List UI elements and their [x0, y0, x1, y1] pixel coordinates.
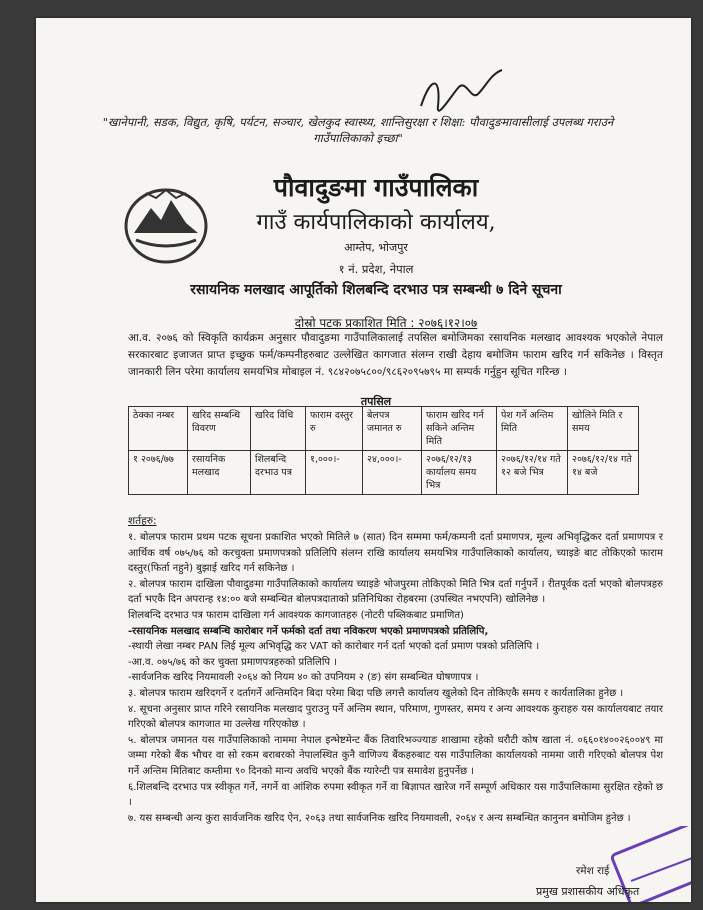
condition-item: ६.शिलबन्दि दरभाउ पत्र स्वीकृत गर्ने, नगर्ने वा आंशिक रुपमा स्वीकृत गर्ने वा बिज्ञापत खारेज गर्ने सम्पूर्ण अधिकार यस गाउँपालिकामा सुरक्षित रहेको छ । — [128, 781, 663, 809]
condition-item: १. बोलपत्र फाराम प्रथम पटक सूचना प्रकाशित भएको मितिले ७ (सात) दिन सम्ममा फर्म/कम्पनी दर्ता प्रमाणपत्र, मूल्य अभिवृद्धिकर दर्ता प्रमाणपत्र र आर्थिक वर्ष ०७५/७६ को करचुक्ता प्रमाणपत्रको प्रतिलिपि संलग्न राखि कार्यालय समयभित्र गाउँपालिकाको कार्यालय, च्याइङे बाट तोकिएको फाराम दस्तुर(फिर्ता नहुने) बुझाई खरिद गर्न सकिनेछ । — [128, 532, 663, 575]
condition-item: -सार्वजनिक खरिद नियमावली २०६४ को नियम ४० को उपनियम २ (ङ) संग सम्बन्धित घोषणापत्र । — [128, 672, 479, 684]
municipality-name: पौवादुङमा गाउँपालिका — [273, 173, 479, 202]
province-line: १ नं. प्रदेश, नेपाल — [338, 262, 414, 276]
condition-item: -आ.व. ०७५/७६ को कर चुक्ता प्रमाणपत्रहरुको प्रतिलिपि । — [128, 656, 338, 668]
office-name: गाउँ कार्यपालिकाको कार्यालय, — [256, 210, 496, 235]
table-header-cell: खरिद सम्बन्धि विवरण — [188, 407, 251, 451]
condition-item: २. बोलपत्र फाराम दाखिला पौवादुङमा गाउँपालिकाको कार्यालय च्याइङे भोजपुरमा तोकिएको मिति भित्र दर्ता गर्नुपर्ने । रीतपूर्वक दर्ता भएको बोलपत्रहरु दर्ता भएकै दिन अपरान्ह १४:०० बजे सम्बन्धित बोलपत्रदाताको प्रतिनिधिका रोहबरमा (उपस्थित नभएपनि) खोलिनेछ । — [128, 578, 663, 606]
condition-item: शिलबन्दि दरभाउ पत्र फाराम दाखिला गर्न आवश्यक कागजातहरु (नोटरी पब्लिकबाट प्रमाणित) — [128, 609, 464, 621]
table-header-cell: फाराम दस्तुर रु — [306, 407, 363, 451]
signatory-name: रमेश राई — [576, 865, 610, 877]
table-cell: २०७६/१२/१४ गते १४ बजे — [568, 451, 639, 495]
table-header-cell: पेश गर्ने अन्तिम मिति — [497, 407, 568, 451]
table-cell: रसायनिक मलखाद — [188, 451, 251, 495]
office-location: आम्तेप, भोजपुर — [344, 241, 408, 254]
conditions-list — [128, 530, 663, 826]
table-row — [129, 451, 639, 495]
table-header-cell: ठेक्का नम्बर — [129, 407, 188, 451]
document-page — [36, 18, 691, 902]
condition-item: ४. सूचना अनुसार प्राप्त गरिने रसायनिक मलखाद पुराउनु पर्ने अन्तिम स्थान, परिमाण, गुणस्तर, समय र अन्य आवश्यक कुराहरु यस कार्यालयबाट तयार गरिएको बोलपत्र कागजात मा उल्लेख गरिएकोछ । — [128, 703, 663, 731]
table-header-row — [129, 407, 639, 451]
table-header-cell: फाराम खरिद गर्न सकिने अन्तिम मिति — [422, 407, 497, 451]
tender-table — [128, 406, 639, 495]
table-caption: तपसिल — [360, 395, 392, 408]
table-cell: २०७६/१२/१४ गते १२ बजे भित्र — [497, 451, 568, 495]
slogan: "खानेपानी, सडक, विद्युत, कृषि, पर्यटन, सञ्चार, खेलकुद स्वास्थ्य, शान्तिसुरक्षा र शिक्षा: पौवादुङमावासीलाई उपलब्ध गराउने गाउँपालिकाको इच्छा" — [102, 115, 614, 145]
condition-item: ३. बोलपत्र फाराम खरिदगर्ने र दर्तागर्ने अन्तिमदिन बिदा परेमा बिदा पछि लगत्तै कार्यालय खुलेको दिन तोकिएकै समय र कार्यतालिका हुनेछ । — [128, 687, 624, 699]
nepal-emblem-logo — [116, 178, 216, 268]
conditions-heading: शर्तहरु: — [128, 515, 157, 527]
table-header-cell: खरिद विधि — [251, 407, 306, 451]
table-cell: १ २०७६/७७ — [129, 451, 188, 495]
signatory-title: प्रमुख प्रशासकीय अधिकृत — [536, 885, 640, 898]
table-cell: २०७६/१२/१३ कार्यालय समय भित्र — [422, 451, 497, 495]
publication-date: दोस्रो पटक प्रकाशित मिति : २०७६।१२।०७ — [294, 316, 478, 330]
table-header-cell: बेलपत्र जमानत रु — [363, 407, 422, 451]
intro-paragraph: आ.व. २०७६ को स्विकृति कार्यक्रम अनुसार पौवादुङमा गाउँपालिकालाई तपसिल बमोजिमका रसायनिक मलखाद आवश्यक भएकोले नेपाल सरकारबाट इजाजत प्राप्त इच्छुक फर्म/कम्पनीहरुबाट उल्लेखित कागजात संलग्न राखी देहाय बमोजिम फाराम खरिद गर्न सकिनेछ । विस्तृत जानकारी लिन परेमा कार्यालय समयभित्र मोबाइल नं. ९८४२०७५८००/९८६२०९५७९५ मा सम्पर्क गर्नुहुन सूचित गरिन्छ । — [128, 332, 663, 378]
condition-item: -स्थायी लेखा नम्बर PAN लिई मूल्य अभिवृद्धि कर VAT को कारोबार गर्न दर्ता भएको दर्ता प्रमाण पत्रको प्रतिलिपि । — [128, 641, 540, 653]
condition-item: -रसायनिक मलखाद सम्बन्धि कारोबार गर्ने फर्मको दर्ता तथा नविकरण भएको प्रमाणपत्रको प्रतिलिपि, — [128, 625, 489, 637]
table-header-cell: खोलिने मिति र समय — [568, 407, 639, 451]
condition-item: ५. बोलपत्र जमानत यस गाउँपालिकाको नाममा नेपाल इन्भेष्टमेन्ट बैंक तिवारिभञ्ज्याङ शाखामा रहेको धरौटी कोष खाता नं. ०६६०१४००२६००४९ मा जम्मा गरेको बैंक भौचर वा सो रकम बराबरको नेपालस्थित कुनै वाणिज्य बैंकहरुबाट यस गाउँपालिका कार्यालयको नाममा जारी गरिएको बोलपत्र पेश गर्ने अन्तिम मितिबाट कम्तीमा ९० दिनको मान्य अवधि भएको बैंक ग्यारेन्टी पत्र समावेश हुनुपर्नेछ । — [128, 734, 663, 777]
table-cell: शिलबन्दि दरभाउ पत्र — [251, 451, 306, 495]
table-cell: २४,०००।- — [363, 451, 422, 495]
notice-title: रसायनिक मलखाद आपूर्तिको शिलबन्दि दरभाउ पत्र सम्बन्धी ७ दिने सूचना — [190, 282, 562, 298]
condition-item: ७. यस सम्बन्धी अन्य कुरा सार्वजनिक खरिद ऐन, २०६३ तथा सार्वजनिक खरिद नियमावली, २०६४ र अन्य सम्बन्धित कानुनन बमोजिम हुनेछ । — [128, 812, 631, 824]
table-cell: १,०००।- — [306, 451, 363, 495]
